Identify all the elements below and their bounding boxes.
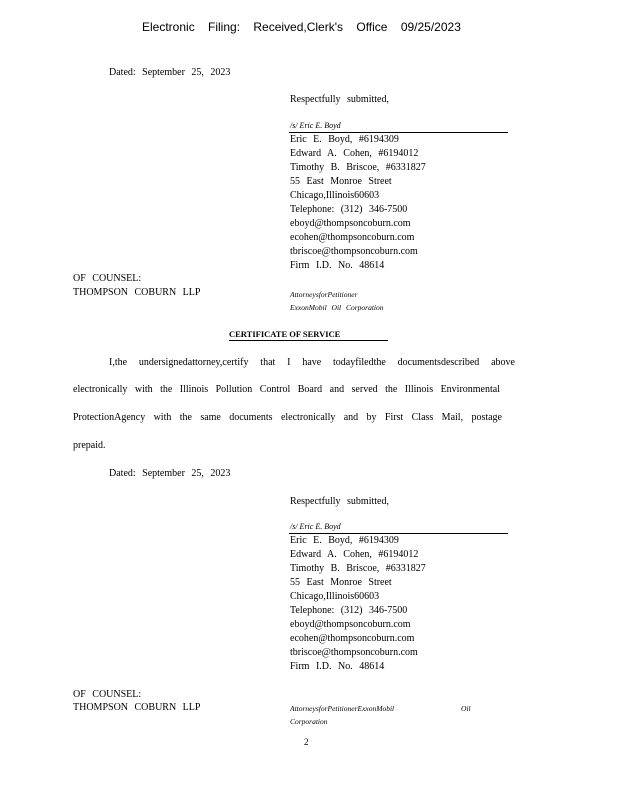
client-name-line: Corporation bbox=[290, 717, 328, 726]
telephone-line: Telephone: (312) 346-7500 bbox=[290, 204, 408, 215]
dated-line: Dated: September 25, 2023 bbox=[109, 67, 231, 78]
telephone-line: Telephone: (312) 346-7500 bbox=[290, 605, 408, 616]
certificate-text-line: ProtectionAgency with the same documents electronically and by First Class Mail, postage bbox=[73, 412, 502, 423]
certificate-text-line: prepaid. bbox=[73, 440, 106, 451]
attorney-block bbox=[290, 534, 426, 674]
client-name-part: Oil bbox=[461, 704, 471, 713]
attorney-line: Edward A. Cohen, #6194012 bbox=[290, 549, 419, 560]
firm-name: THOMPSON COBURN LLP bbox=[73, 287, 201, 298]
attorney-line: Timothy B. Briscoe, #6331827 bbox=[290, 162, 426, 173]
email-line: eboyd@thompsoncoburn.com bbox=[290, 619, 411, 630]
firm-id-line: Firm I.D. No. 48614 bbox=[290, 661, 385, 672]
certificate-text-line: electronically with the Illinois Pollution Control Board and served the Illinois Environmental bbox=[73, 384, 500, 395]
email-line: ecohen@thompsoncoburn.com bbox=[290, 232, 415, 243]
of-counsel: OF COUNSEL: bbox=[73, 689, 142, 700]
signature: /s/ Eric E. Boyd bbox=[290, 121, 341, 130]
attorney-line: Edward A. Cohen, #6194012 bbox=[290, 148, 419, 159]
attorneys-for-line: AttorneysforPetitioner bbox=[290, 290, 358, 299]
certificate-title-underline bbox=[229, 340, 388, 341]
page-number: 2 bbox=[304, 737, 309, 747]
dated-line: Dated: September 25, 2023 bbox=[109, 468, 231, 479]
address-line: 55 East Monroe Street bbox=[290, 577, 392, 588]
address-line: Chicago,Illinois60603 bbox=[290, 591, 380, 602]
client-name-line: ExxonMobil Oil Corporation bbox=[290, 303, 384, 312]
email-line: eboyd@thompsoncoburn.com bbox=[290, 218, 411, 229]
attorney-line: Timothy B. Briscoe, #6331827 bbox=[290, 563, 426, 574]
email-line: tbriscoe@thompsoncoburn.com bbox=[290, 647, 418, 658]
signature: /s/ Eric E. Boyd bbox=[290, 522, 341, 531]
certificate-title: CERTIFICATE OF SERVICE bbox=[229, 329, 341, 339]
email-line: ecohen@thompsoncoburn.com bbox=[290, 633, 415, 644]
respectfully-submitted: Respectfully submitted, bbox=[290, 496, 389, 507]
address-line: 55 East Monroe Street bbox=[290, 176, 392, 187]
email-line: tbriscoe@thompsoncoburn.com bbox=[290, 246, 418, 257]
of-counsel: OF COUNSEL: bbox=[73, 273, 142, 284]
certificate-text-line: I,the undersignedattorney,certify that I have todayfiledthe documentsdescribed above bbox=[109, 357, 515, 368]
firm-name: THOMPSON COBURN LLP bbox=[73, 702, 201, 713]
filing-stamp: Electronic Filing: Received,Clerk's Office 09/25/2023 bbox=[142, 20, 461, 34]
attorney-line: Eric E. Boyd, #6194309 bbox=[290, 535, 399, 546]
attorney-block bbox=[290, 133, 426, 273]
firm-id-line: Firm I.D. No. 48614 bbox=[290, 260, 385, 271]
attorney-line: Eric E. Boyd, #6194309 bbox=[290, 134, 399, 145]
attorneys-for-line: AttorneysforPetitionerExxonMobil bbox=[290, 704, 395, 713]
address-line: Chicago,Illinois60603 bbox=[290, 190, 380, 201]
respectfully-submitted: Respectfully submitted, bbox=[290, 94, 389, 105]
